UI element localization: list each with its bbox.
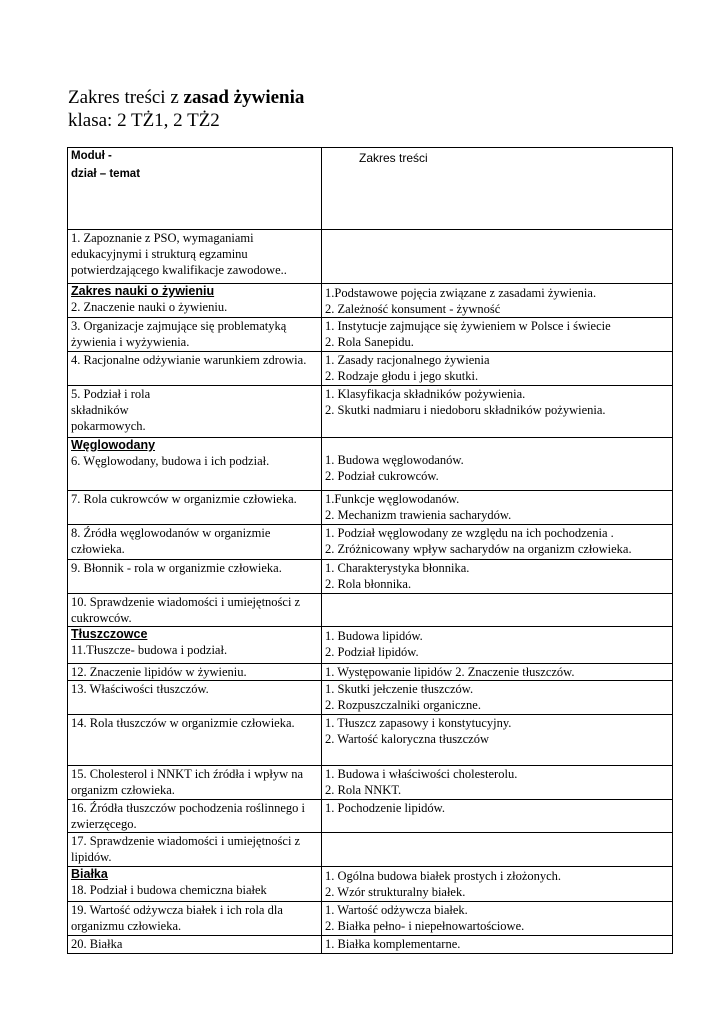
document-title (68, 86, 304, 132)
content-cell (322, 715, 673, 766)
content-cell (322, 318, 673, 352)
table-row (68, 902, 673, 936)
topic-cell (68, 902, 322, 936)
table-row (68, 936, 673, 954)
table-row (68, 800, 673, 833)
content-item: 1. Zasady racjonalnego żywienia (325, 353, 490, 367)
topic-cell (68, 594, 322, 627)
content-item: 1. Budowa lipidów. (325, 629, 423, 643)
topic-text: 20. Białka (71, 937, 123, 951)
content-cell (322, 560, 673, 594)
table-row (68, 318, 673, 352)
header-content-cell (322, 148, 673, 230)
content-item: 2. Podział cukrowców. (325, 469, 439, 483)
topic-text: 5. Podział i rola (71, 387, 151, 401)
topic-cell (68, 284, 322, 318)
section-heading: Węglowodany (71, 438, 156, 452)
topic-cell (68, 800, 322, 833)
content-cell (322, 627, 673, 664)
content-item: 2. Skutki nadmiaru i niedoboru składników pożywienia. (325, 403, 606, 417)
table-row (68, 681, 673, 715)
content-cell (322, 766, 673, 800)
content-item: 2. Zróżnicowany wpływ sacharydów na organizm człowieka. (325, 542, 632, 556)
topic-text: 1. Zapoznanie z PSO, wymaganiami edukacyjnymi i strukturą egzaminu potwierdzającego kwalifikacje zawodowe.. (71, 231, 287, 277)
topic-text: 16. Źródła tłuszczów pochodzenia roślinnego i zwierzęcego. (71, 801, 305, 831)
section-heading: Tłuszczowce (71, 627, 148, 641)
content-item: 2. Rozpuszczalniki organiczne. (325, 698, 481, 712)
content-item: 2. Mechanizm trawienia sacharydów. (325, 508, 512, 522)
topic-text: składników (71, 403, 129, 417)
content-cell (322, 833, 673, 867)
content-item: 2. Zależność konsument - żywność (325, 302, 501, 316)
title-prefix: Zakres treści z (68, 87, 184, 108)
content-cell (322, 681, 673, 715)
topic-text: 4. Racjonalne odżywianie warunkiem zdrowia. (71, 353, 307, 367)
table-row (68, 664, 673, 681)
content-item: 2. Rola NNKT. (325, 783, 402, 797)
topic-text: 19. Wartość odżywcza białek i ich rola dla organizmu człowieka. (71, 903, 283, 933)
table-row (68, 491, 673, 525)
topic-text: 8. Źródła węglowodanów w organizmie człowieka. (71, 526, 271, 556)
content-cell (322, 491, 673, 525)
topic-cell (68, 664, 322, 681)
table-row (68, 627, 673, 664)
content-item: 2. Rola Sanepidu. (325, 335, 414, 349)
content-cell (322, 284, 673, 318)
content-item: 2. Rodzaje głodu i jego skutki. (325, 369, 479, 383)
header-module-label: Moduł - (71, 150, 112, 162)
table-row (68, 352, 673, 386)
topic-cell (68, 715, 322, 766)
topic-cell (68, 438, 322, 491)
topic-text: 3. Organizacje zajmujące się problematyką żywienia i wyżywienia. (71, 319, 287, 349)
topic-text: 11.Tłuszcze- budowa i podział. (71, 643, 228, 657)
content-item: 1. Występowanie lipidów 2. Znaczenie tłuszczów. (325, 665, 575, 679)
content-item: 1.Podstawowe pojęcia związane z zasadami żywienia. (325, 286, 597, 300)
content-item: 1. Wartość odżywcza białek. (325, 903, 468, 917)
title-subject: zasad żywienia (183, 87, 305, 108)
topic-cell (68, 766, 322, 800)
topic-text: 7. Rola cukrowców w organizmie człowieka. (71, 492, 297, 506)
topic-cell (68, 936, 322, 954)
content-cell (322, 352, 673, 386)
topic-text: 6. Węglowodany, budowa i ich podział. (71, 454, 270, 468)
topic-cell (68, 230, 322, 284)
topic-cell (68, 491, 322, 525)
content-cell (322, 902, 673, 936)
topic-cell (68, 627, 322, 664)
topic-text: 18. Podział i budowa chemiczna białek (71, 883, 267, 897)
topic-text: 15. Cholesterol i NNKT ich źródła i wpływ na organizm człowieka. (71, 767, 304, 797)
content-cell (322, 438, 673, 491)
table-row (68, 230, 673, 284)
topic-text: pokarmowych. (71, 419, 146, 433)
content-item: 2. Wzór strukturalny białek. (325, 885, 466, 899)
topic-text: 9. Błonnik - rola w organizmie człowieka. (71, 561, 282, 575)
topic-text: 10. Sprawdzenie wiadomości i umiejętności z cukrowców. (71, 595, 301, 625)
topic-text: 17. Sprawdzenie wiadomości i umiejętności z lipidów. (71, 834, 301, 864)
topic-cell (68, 560, 322, 594)
section-heading: Zakres nauki o żywieniu (71, 284, 215, 298)
topic-cell (68, 681, 322, 715)
title-line-2: klasa: 2 TŻ1, 2 TŻ2 (68, 110, 220, 131)
content-item: 1. Tłuszcz zapasowy i konstytucyjny. (325, 716, 512, 730)
topic-text: 12. Znaczenie lipidów w żywieniu. (71, 665, 247, 679)
section-heading: Białka (71, 867, 108, 881)
content-item: 1. Charakterystyka błonnika. (325, 561, 470, 575)
content-cell (322, 664, 673, 681)
header-module-cell (68, 148, 322, 230)
table-row (68, 386, 673, 438)
table-row (68, 560, 673, 594)
table-row (68, 766, 673, 800)
topic-cell (68, 318, 322, 352)
content-item: 1. Budowa i właściwości cholesterolu. (325, 767, 518, 781)
topic-text: 2. Znaczenie nauki o żywieniu. (71, 300, 228, 314)
topic-cell (68, 525, 322, 560)
table-row (68, 438, 673, 491)
content-item: 2. Rola błonnika. (325, 577, 412, 591)
topic-text: 13. Właściwości tłuszczów. (71, 682, 209, 696)
syllabus-table (67, 147, 673, 954)
topic-cell (68, 833, 322, 867)
table-header-row (68, 148, 673, 230)
content-item: 2. Podział lipidów. (325, 645, 419, 659)
content-item: 1. Budowa węglowodanów. (325, 453, 464, 467)
content-item: 1. Podział węglowodany ze względu na ich pochodzenia . (325, 526, 614, 540)
table-row (68, 833, 673, 867)
content-cell (322, 867, 673, 902)
title-line-1 (68, 86, 304, 109)
content-cell (322, 525, 673, 560)
content-item: 2. Wartość kaloryczna tłuszczów (325, 732, 489, 746)
table-row (68, 594, 673, 627)
content-cell (322, 594, 673, 627)
content-item: 1.Funkcje węglowodanów. (325, 492, 460, 506)
content-item: 1. Skutki jełczenie tłuszczów. (325, 682, 474, 696)
content-item: 1. Ogólna budowa białek prostych i złożonych. (325, 869, 562, 883)
topic-cell (68, 352, 322, 386)
topic-cell (68, 867, 322, 902)
header-topic-label: dział – temat (71, 168, 141, 180)
content-item: 1. Pochodzenie lipidów. (325, 801, 446, 815)
table-row (68, 867, 673, 902)
content-item: 2. Białka pełno- i niepełnowartościowe. (325, 919, 525, 933)
table-row (68, 715, 673, 766)
table-row (68, 284, 673, 318)
content-cell (322, 936, 673, 954)
content-item: 1. Białka komplementarne. (325, 937, 461, 951)
topic-cell (68, 386, 322, 438)
content-item: 1. Instytucje zajmujące się żywieniem w Polsce i świecie (325, 319, 611, 333)
content-cell (322, 386, 673, 438)
content-item: 1. Klasyfikacja składników pożywienia. (325, 387, 526, 401)
topic-text: 14. Rola tłuszczów w organizmie człowieka. (71, 716, 295, 730)
header-content-label: Zakres treści (359, 151, 428, 165)
content-cell (322, 800, 673, 833)
content-cell (322, 230, 673, 284)
table-row (68, 525, 673, 560)
